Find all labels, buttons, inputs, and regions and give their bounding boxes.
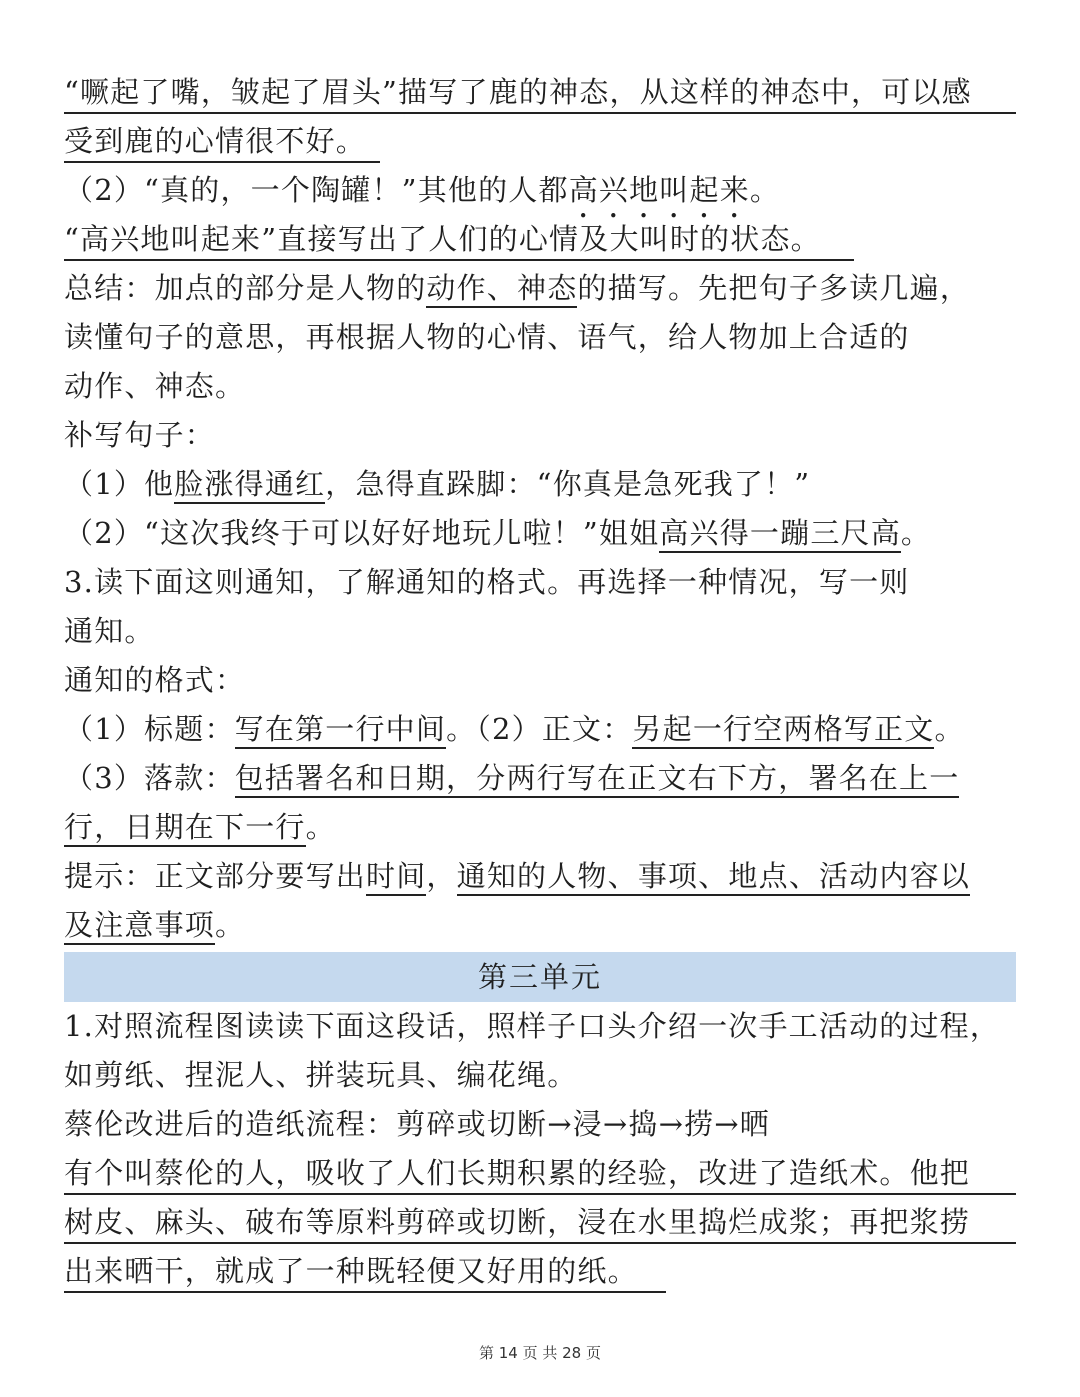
emphasized-text: 高兴地叫起来 (568, 173, 750, 207)
text-line: 如剪纸、捏泥人、拼装玩具、编花绳。 (64, 1058, 578, 1092)
text: ，急得直跺脚：“你真是急死我了！” (325, 467, 811, 501)
text-line: 1.对照流程图读读下面这段话，照样子口头介绍一次手工活动的过程， (64, 1009, 1001, 1043)
text-line (64, 705, 1016, 754)
text-line: 补写句子： (64, 418, 216, 452)
text: 。（2）正文： (446, 712, 633, 746)
document-body (64, 68, 1016, 1296)
text: （1）他 (64, 467, 175, 501)
text-line (64, 1198, 1016, 1247)
underlined-text: 时间 (366, 859, 426, 896)
underlined-text: 树皮、麻头、破布等原料剪碎或切断，浸在水里捣烂成浆；再把浆捞 (64, 1202, 1016, 1244)
underlined-text: 包括署名和日期，分两行写在正文右下方，署名在上一 (235, 761, 960, 798)
text-line (64, 754, 1016, 803)
text-line: 通知。 (64, 614, 155, 648)
underlined-text: “噘起了嘴，皱起了眉头”描写了鹿的神态，从这样的神态中，可以感 (64, 72, 1016, 114)
text-line: 3.读下面这则通知，了解通知的格式。再选择一种情况，写一则 (64, 565, 910, 599)
text-line: 读懂句子的意思，再根据人物的心情、语气，给人物加上合适的 (64, 320, 910, 354)
underlined-text: “高兴地叫起来”直接写出了人们的心情及大叫时的状态。 (64, 219, 854, 261)
section-banner: 第三单元 (64, 952, 1016, 1002)
underlined-text: 写在第一行中间 (235, 712, 446, 749)
text: 。 (749, 173, 781, 207)
underlined-text: 另起一行空两格写正文 (632, 712, 934, 749)
text: 。 (305, 810, 336, 844)
text: （2）“这次我终于可以好好地玩儿啦！”姐姐 (64, 516, 660, 550)
text-line (64, 1247, 1016, 1296)
underlined-text: 动作、神态 (426, 271, 577, 308)
text: ， (426, 859, 457, 893)
underlined-text: 出来晒干，就成了一种既轻便又好用的纸。 (64, 1251, 666, 1293)
page-footer: 第 14 页 共 28 页 (478, 1344, 601, 1362)
underlined-text: 通知的人物、事项、地点、活动内容以 (457, 859, 970, 896)
text-line (64, 264, 1016, 313)
underlined-text: 脸涨得通红 (174, 467, 325, 504)
text-line (64, 117, 1016, 166)
text: 总结：加点的部分是人物的 (64, 271, 427, 305)
underlined-text: 高兴得一蹦三尺高 (659, 516, 901, 553)
text: 提示：正文部分要写出 (64, 859, 367, 893)
text-line (64, 901, 1016, 950)
text: （2）“真的，一个陶罐！”其他的人都 (64, 173, 569, 207)
text: 的描写。先把句子多读几遍， (577, 271, 971, 305)
text-line (64, 460, 1016, 509)
text: 。 (215, 908, 246, 942)
text-line (64, 166, 1016, 215)
text-line (64, 509, 1016, 558)
text-line: 蔡伦改进后的造纸流程：剪碎或切断→浸→捣→捞→晒 (64, 1107, 770, 1141)
text-line (64, 215, 1016, 264)
text-line (64, 803, 1016, 852)
underlined-text: 有个叫蔡伦的人，吸收了人们长期积累的经验，改进了造纸术。他把 (64, 1153, 1016, 1195)
underlined-text: 受到鹿的心情很不好。 (64, 121, 380, 163)
text-line (64, 852, 1016, 901)
text-line: 动作、神态。 (64, 369, 246, 403)
underlined-text: 行，日期在下一行 (64, 810, 306, 847)
underlined-text: 及注意事项 (64, 908, 215, 945)
text: 。 (900, 516, 932, 550)
text-line (64, 68, 1016, 117)
text-line: 通知的格式： (64, 663, 246, 697)
text: （1）标题： (64, 712, 235, 746)
text: （3）落款： (64, 761, 235, 795)
text-line (64, 1149, 1016, 1198)
text: 。 (934, 712, 965, 746)
